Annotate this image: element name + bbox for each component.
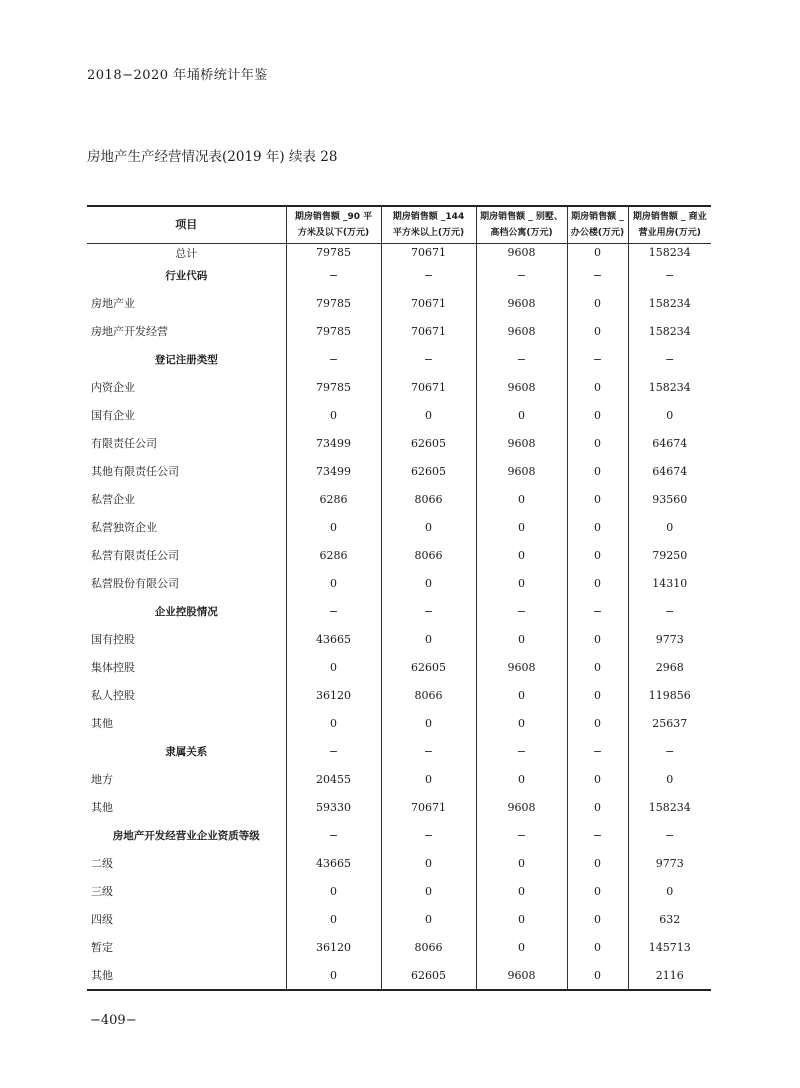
table-cell: 0 (381, 849, 476, 877)
column-header: 项目 (87, 206, 286, 244)
table-row (87, 625, 711, 653)
table-cell: 0 (476, 765, 567, 793)
table-cell: 0 (286, 401, 381, 429)
row-label: 私营有限责任公司 (91, 549, 179, 562)
table-cell: 0 (476, 401, 567, 429)
table-cell: 79785 (286, 317, 381, 345)
table-cell: − (286, 345, 381, 373)
table-cell: 0 (567, 485, 628, 513)
table-cell: 0 (476, 681, 567, 709)
table-row (87, 244, 711, 262)
table-cell: 9608 (476, 793, 567, 821)
table-cell: 64674 (628, 429, 711, 457)
table-cell: 0 (381, 765, 476, 793)
table-row (87, 877, 711, 905)
table-cell: − (476, 261, 567, 289)
section-header-label: 行业代码 (165, 269, 208, 282)
table-cell: 0 (567, 877, 628, 905)
table-cell: 0 (567, 373, 628, 401)
table-cell: 0 (476, 877, 567, 905)
table-cell: − (567, 597, 628, 625)
row-label: 内资企业 (91, 381, 135, 394)
table-cell: 0 (628, 877, 711, 905)
table-cell: 9608 (476, 961, 567, 990)
section-header-label: 企业控股情况 (154, 605, 218, 618)
row-label: 房地产开发经营 (91, 325, 168, 338)
table-cell: 0 (381, 513, 476, 541)
table-cell: − (381, 737, 476, 765)
table-cell: 0 (567, 541, 628, 569)
table-cell: 0 (286, 961, 381, 990)
row-label: 有限责任公司 (91, 437, 157, 450)
table-cell: 79250 (628, 541, 711, 569)
table-cell: 6286 (286, 541, 381, 569)
table-cell: 9608 (476, 429, 567, 457)
table-cell: 158234 (628, 244, 711, 262)
table-row (87, 485, 711, 513)
table-row (87, 541, 711, 569)
table-cell: 25637 (628, 709, 711, 737)
table-header-row (87, 206, 711, 244)
row-label: 其他有限责任公司 (91, 465, 179, 478)
table-cell: 0 (567, 569, 628, 597)
table-cell: 0 (381, 569, 476, 597)
table-row (87, 597, 711, 625)
row-label: 国有控股 (91, 633, 135, 646)
table-cell: 0 (567, 961, 628, 990)
table-cell: 0 (567, 317, 628, 345)
table-cell: 79785 (286, 244, 381, 262)
table-row (87, 457, 711, 485)
table-cell: 0 (476, 541, 567, 569)
table-cell: − (628, 737, 711, 765)
table-cell: 62605 (381, 457, 476, 485)
table-cell: − (286, 261, 381, 289)
table-row (87, 373, 711, 401)
table-cell: 70671 (381, 289, 476, 317)
table-cell: 9608 (476, 457, 567, 485)
row-label: 集体控股 (91, 661, 135, 674)
table-cell: 0 (567, 709, 628, 737)
table-cell: 9608 (476, 373, 567, 401)
table-cell: − (286, 737, 381, 765)
table-cell: 62605 (381, 429, 476, 457)
table-cell: 0 (567, 513, 628, 541)
table-cell: 36120 (286, 933, 381, 961)
table-cell: − (628, 597, 711, 625)
table-cell: 0 (381, 401, 476, 429)
table-cell: 8066 (381, 681, 476, 709)
table-cell: − (567, 737, 628, 765)
table-cell: 0 (567, 401, 628, 429)
table-cell: − (567, 261, 628, 289)
table-cell: 9608 (476, 244, 567, 262)
row-label: 私营独资企业 (91, 521, 157, 534)
row-label: 其他 (87, 961, 286, 990)
row-label: 房地产业 (91, 297, 135, 310)
table-cell: − (381, 821, 476, 849)
table-row (87, 317, 711, 345)
table-cell: 158234 (628, 793, 711, 821)
table-cell: 59330 (286, 793, 381, 821)
row-label: 地方 (91, 773, 113, 786)
table-cell: 158234 (628, 373, 711, 401)
table-cell: 0 (567, 933, 628, 961)
column-header: 期房销售额 _ 办公楼(万元) (567, 206, 628, 244)
row-label: 私人控股 (91, 689, 135, 702)
table-cell: − (381, 261, 476, 289)
table-cell: − (567, 821, 628, 849)
table-title: 房地产生产经营情况表(2019 年) 续表 28 (87, 149, 338, 165)
table-cell: 20455 (286, 765, 381, 793)
table-cell: 0 (476, 709, 567, 737)
table-cell: 62605 (381, 961, 476, 990)
column-header: 期房销售额 _90 平 方米及以下(万元) (286, 206, 381, 244)
table-cell: − (476, 821, 567, 849)
table-cell: 0 (567, 625, 628, 653)
table-cell: 0 (476, 513, 567, 541)
table-cell: 6286 (286, 485, 381, 513)
table-cell: 0 (567, 244, 628, 262)
table-cell: − (476, 737, 567, 765)
table-cell: 9608 (476, 653, 567, 681)
table-cell: − (381, 597, 476, 625)
table-row (87, 737, 711, 765)
table-cell: − (476, 345, 567, 373)
table-cell: 2116 (628, 961, 711, 990)
table-cell: 0 (628, 513, 711, 541)
row-label: 二级 (91, 857, 113, 870)
table-cell: 0 (381, 877, 476, 905)
table-cell: 0 (286, 905, 381, 933)
table-cell: 2968 (628, 653, 711, 681)
page-number: −409− (90, 1013, 137, 1028)
table-cell: 632 (628, 905, 711, 933)
table-cell: 14310 (628, 569, 711, 597)
table-row (87, 765, 711, 793)
table-cell: 9608 (476, 317, 567, 345)
table-cell: 43665 (286, 625, 381, 653)
table-row (87, 401, 711, 429)
column-header: 期房销售额 _ 别墅、 高档公寓(万元) (476, 206, 567, 244)
table-cell: 0 (476, 485, 567, 513)
row-label: 暂定 (91, 941, 113, 954)
table-row (87, 513, 711, 541)
table-cell: 0 (381, 709, 476, 737)
table-cell: − (381, 345, 476, 373)
table-cell: 0 (381, 905, 476, 933)
table-cell: 9773 (628, 625, 711, 653)
table-row (87, 289, 711, 317)
table-cell: 36120 (286, 681, 381, 709)
table-row (87, 569, 711, 597)
table-cell: 0 (567, 289, 628, 317)
table-row (87, 653, 711, 681)
table-cell: 0 (567, 905, 628, 933)
table-row (87, 429, 711, 457)
table-cell: 145713 (628, 933, 711, 961)
statistics-table (87, 205, 711, 991)
table-cell: 0 (476, 849, 567, 877)
row-label: 其他 (91, 717, 113, 730)
table-row (87, 849, 711, 877)
table-cell: 8066 (381, 485, 476, 513)
table-row (87, 821, 711, 849)
table-cell: 0 (567, 653, 628, 681)
table-cell: 0 (628, 765, 711, 793)
table-cell: 0 (567, 457, 628, 485)
table-cell: 0 (286, 513, 381, 541)
table-cell: 70671 (381, 244, 476, 262)
table-cell: − (476, 597, 567, 625)
table-cell: 70671 (381, 793, 476, 821)
table-cell: − (286, 597, 381, 625)
row-label: 总计 (175, 246, 198, 260)
table-cell: 0 (567, 429, 628, 457)
table-cell: 0 (476, 905, 567, 933)
table-cell: 64674 (628, 457, 711, 485)
table-cell: 0 (476, 625, 567, 653)
table-cell: − (567, 345, 628, 373)
table-row (87, 793, 711, 821)
table-row (87, 261, 711, 289)
table-cell: 0 (567, 849, 628, 877)
table-row (87, 905, 711, 933)
table-cell: 8066 (381, 933, 476, 961)
table-cell: 79785 (286, 373, 381, 401)
row-label: 国有企业 (91, 409, 135, 422)
table-cell: 0 (476, 933, 567, 961)
table-cell: 119856 (628, 681, 711, 709)
table-cell: 0 (476, 569, 567, 597)
table-cell: − (628, 345, 711, 373)
table-cell: 158234 (628, 317, 711, 345)
table-cell: 9608 (476, 289, 567, 317)
row-label: 三级 (91, 885, 113, 898)
row-label: 私营股份有限公司 (91, 577, 179, 590)
section-header-label: 隶属关系 (165, 745, 208, 758)
table-cell: 79785 (286, 289, 381, 317)
table-cell: 0 (567, 681, 628, 709)
table-cell: 43665 (286, 849, 381, 877)
row-label: 四级 (91, 913, 113, 926)
column-header: 期房销售额 _144 平方米以上(万元) (381, 206, 476, 244)
table-row (87, 709, 711, 737)
table-cell: − (628, 821, 711, 849)
table-row (87, 961, 711, 990)
row-label: 其他 (91, 801, 113, 814)
table-cell: 0 (567, 765, 628, 793)
table-cell: 0 (286, 569, 381, 597)
table-cell: 158234 (628, 289, 711, 317)
row-label: 私营企业 (91, 493, 135, 506)
table-cell: 0 (286, 653, 381, 681)
table-row (87, 933, 711, 961)
section-header-label: 登记注册类型 (154, 353, 218, 366)
running-header: 2018−2020 年埇桥统计年鉴 (87, 68, 268, 83)
table-row (87, 345, 711, 373)
table-cell: 70671 (381, 317, 476, 345)
table-cell: − (628, 261, 711, 289)
table-cell: 9773 (628, 849, 711, 877)
table-cell: 62605 (381, 653, 476, 681)
column-header: 期房销售额 _ 商业 营业用房(万元) (628, 206, 711, 244)
table-cell: − (286, 821, 381, 849)
table-cell: 0 (628, 401, 711, 429)
table-cell: 70671 (381, 373, 476, 401)
table-cell: 73499 (286, 457, 381, 485)
section-header-label: 房地产开发经营业企业资质等级 (112, 829, 260, 842)
table-cell: 93560 (628, 485, 711, 513)
table-cell: 0 (286, 877, 381, 905)
table-cell: 73499 (286, 429, 381, 457)
table-cell: 8066 (381, 541, 476, 569)
table-cell: 0 (286, 709, 381, 737)
table-cell: 0 (381, 625, 476, 653)
table-row (87, 681, 711, 709)
table-cell: 0 (567, 793, 628, 821)
